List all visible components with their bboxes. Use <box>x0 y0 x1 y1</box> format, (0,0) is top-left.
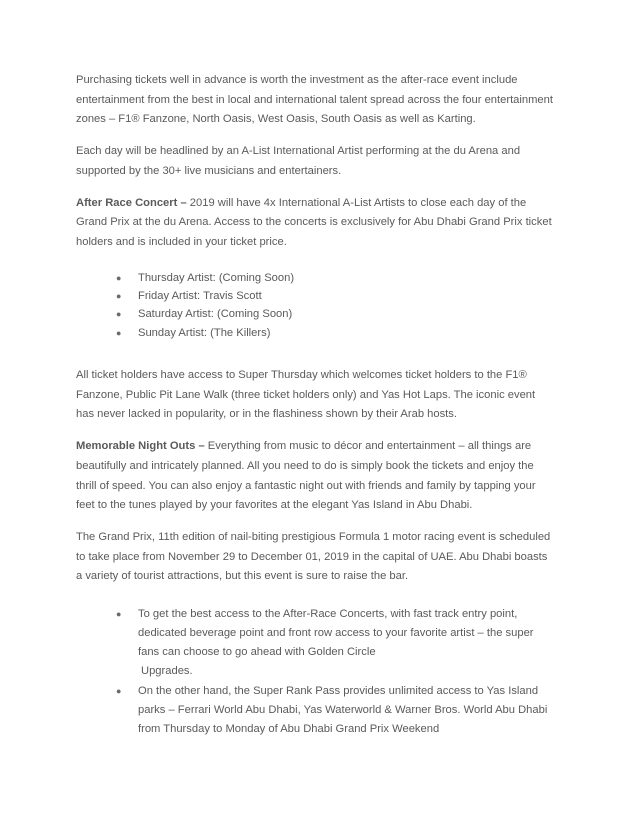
list-item <box>76 287 556 305</box>
intro-paragraph: Purchasing tickets well in advance is worth the investment as the after-race event include entertainment from the best in local and international talent spread across the four entertainment zones – F1® Fanzone, North Oasis, West Oasis, South Oasis as well as Karting. <box>76 74 553 126</box>
list-item <box>76 324 556 342</box>
artist-saturday: Saturday Artist: (Coming Soon) <box>138 308 293 321</box>
offer-golden-circle-upgrades: Upgrades. <box>141 665 193 678</box>
offer-list <box>76 605 556 739</box>
list-item <box>76 605 556 682</box>
after-race-concert-paragraph <box>76 194 556 253</box>
bullet-icon: ● <box>116 327 122 338</box>
list-item <box>76 269 556 287</box>
offer-golden-circle: To get the best access to the After-Race Concerts, with fast track entry point, dedicated beverage point and front row access to your favorite artist – the super fans can choose to go ahead with Golden Circle <box>138 607 534 659</box>
bullet-icon: ● <box>116 272 122 283</box>
offer-super-rank-pass: On the other hand, the Super Rank Pass provides unlimited access to Yas Island parks – Ferrari World Abu Dhabi, Yas Waterworld & Warner Bros. World Abu Dhabi from Thursday to Monday of Abu Dhabi Grand Prix Weekend <box>138 684 548 736</box>
headliner-paragraph: Each day will be headlined by an A-List International Artist performing at the du Arena and supported by the 30+ live musicians and entertainers. <box>76 145 521 177</box>
bullet-icon: ● <box>116 309 122 320</box>
list-item <box>76 682 556 740</box>
after-race-concert-heading: After Race Concert – <box>76 196 187 209</box>
bullet-icon: ● <box>116 290 122 301</box>
bullet-icon: ● <box>116 608 122 619</box>
night-outs-heading: Memorable Night Outs – <box>76 440 205 453</box>
artist-friday: Friday Artist: Travis Scott <box>138 289 262 302</box>
after-race-concert-text: 2019 will have 4x International A-List Artists to close each day of the Grand Prix at the du Arena. Access to the concerts is exclusively for Abu Dhabi Grand Prix ticket holders and is included in your ticket price. <box>76 196 552 248</box>
night-outs-paragraph <box>76 437 556 515</box>
artist-sunday: Sunday Artist: (The Killers) <box>138 326 271 339</box>
list-item <box>76 305 556 323</box>
bullet-icon: ● <box>116 685 122 696</box>
artist-list <box>76 269 556 343</box>
grand-prix-paragraph: The Grand Prix, 11th edition of nail-biting prestigious Formula 1 motor racing event is scheduled to take place from November 29 to December 01, 2019 in the capital of UAE. Abu Dhabi boasts a variety of tourist attractions, but this event is sure to raise the bar. <box>76 531 551 583</box>
artist-thursday: Thursday Artist: (Coming Soon) <box>138 271 295 284</box>
super-thursday-paragraph: All ticket holders have access to Super Thursday which welcomes ticket holders to the F1® Fanzone, Public Pit Lane Walk (three ticket holders only) and Yas Hot Laps. The iconic event has never lacked in popularity, or in the flashiness shown by their Arab hosts. <box>76 369 536 421</box>
night-outs-text: Everything from music to décor and entertainment – all things are beautifully and intricately planned. All you need to do is simply book the tickets and enjoy the thrill of speed. You can also enjoy a fantastic night out with friends and family by tapping your feet to the tunes played by your favorites at the elegant Yas Island in Abu Dhabi. <box>76 440 536 512</box>
document-page <box>76 71 556 752</box>
